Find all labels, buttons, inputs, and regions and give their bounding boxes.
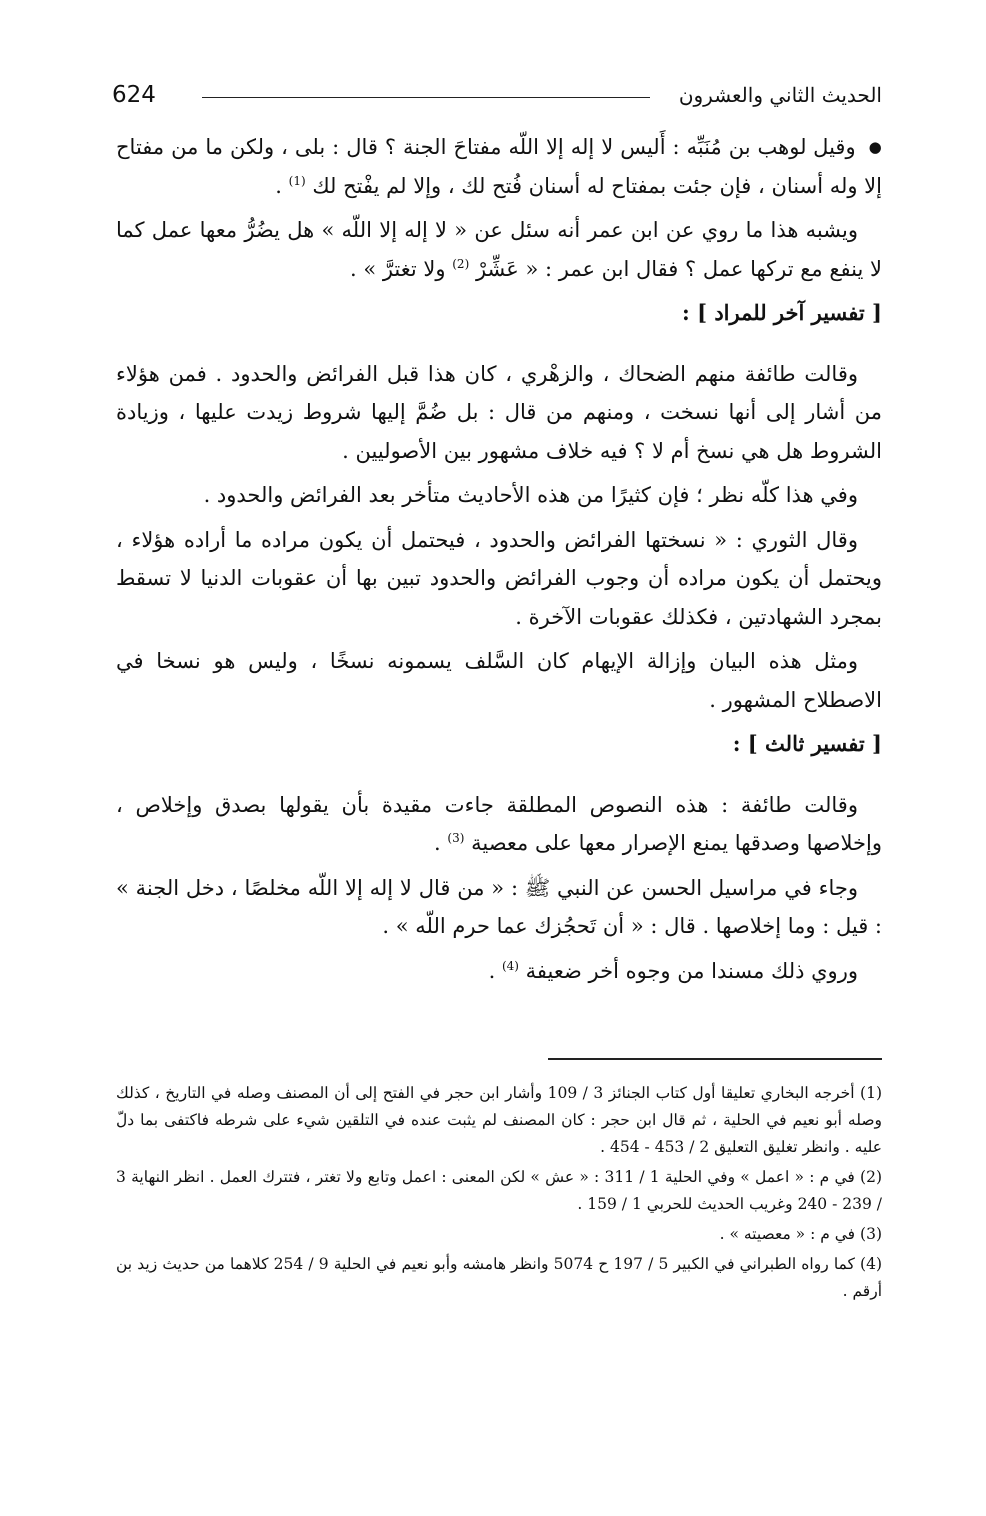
paragraph-wahb: ● وقيل لوهب بن مُنَبِّه : أَليس لا إله إلا اللّه مفتاحَ الجنة ؟ قال : بلى ، ولكن ما من مفتاح إلا وله أسنان ، فإن جئت بمفتاح له أسنان فُتح لك ، وإلا لم يفْتح لك $^{(1)}$ . — [116, 135, 882, 198]
paragraph-objection: وفي هذا كلّه نظر ؛ فإن كثيرًا من هذه الأحاديث متأخر بعد الفرائض والحدود . — [203, 483, 858, 507]
bullet-icon: ● — [868, 138, 882, 156]
paragraph-ibn-umar — [116, 211, 882, 288]
footnote-4: (4) كما رواه الطبراني في الكبير 5 / 197 ح 5074 وانظر هامشه وأبو نعيم في الحلية 9 / 254 كلاهما من حديث زيد بن أرقم . — [116, 1255, 883, 1300]
paragraph-text: وروي ذلك مسندا من وجوه أخر ضعيفة — [525, 958, 858, 983]
paragraph-dahhak: وقالت طائفة منهم الضحاك ، والزهْري ، كان هذا قبل الفرائض والحدود . فمن هؤلاء من أشار إلى أنها نسخت ، ومنهم من قال : بل ضُمَّ إليها شروط زيدت عليها ، وزيادة الشروط هل هي نسخ أم لا ؟ فيه خلاف مشهور بين الأصوليين . — [116, 361, 882, 463]
footnote-ref[interactable]: (1) — [288, 173, 306, 188]
section-heading: [ تفسير آخر للمراد ] : — [682, 300, 882, 325]
footnote-ref[interactable]: (4) — [501, 958, 519, 973]
paragraph-musnad: وروي ذلك مسندا من وجوه أخر ضعيفة $^{(4)}$ . — [488, 958, 858, 983]
paragraph-thawri: وقال الثوري : « نسختها الفرائض والحدود ، فيحتمل أن يكون مراده ما أراده هؤلاء ، ويحتمل أن يكون مراده أن وجوب الفرائض والحدود تبين بها أن عقوبات الدنيا لا تسقط بمجرد الشهادتين ، فكذلك عقوبات الآخرة . — [116, 527, 882, 629]
footnotes — [116, 1080, 882, 1308]
page-header — [112, 80, 882, 114]
paragraph-text: ولا تغترَّ » . — [349, 256, 446, 281]
header-rule — [202, 97, 650, 98]
paragraph-text: وقيل لوهب بن مُنَبِّه : أَليس لا إله إلا اللّه مفتاحَ الجنة ؟ قال : بلى ، ولكن ما من مفتاح إلا وله أسنان ، فإن جئت بمفتاح له أسنان فُتح لك ، وإلا لم يفْتح لك — [116, 135, 882, 198]
footnote-2: (2) في م : « اعمل » وفي الحلية 1 / 311 : « عش » لكن المعنى : اعمل وتابع ولا تغتر ، فتترك العمل . انظر النهاية 3 / 239 - 240 وغريب الحديث للحربي 1 / 159 . — [116, 1168, 883, 1213]
paragraph-taifa: وقالت طائفة : هذه النصوص المطلقة جاءت مقيدة بأن يقولها بصدق وإخلاص ، وإخلاصها وصدقها يمنع الإصرار معها على معصية $^{(3)}$ . — [116, 792, 882, 855]
footnote-ref[interactable]: (2) — [452, 256, 470, 271]
footnote-ref[interactable]: (3) — [447, 831, 465, 845]
paragraph-hasan: وجاء في مراسيل الحسن عن النبي ﷺ : « من قال لا إله إلا اللّه مخلصًا ، دخل الجنة » : قيل : وما إخلاصها . قال : « أن تَحجُزك عما حرم اللّه » . — [116, 875, 882, 938]
page-number: 624 — [112, 82, 156, 108]
body-text — [116, 128, 882, 996]
section-heading: [ تفسير ثالث ] : — [732, 731, 882, 756]
running-title: الحديث الثاني والعشرون — [678, 83, 882, 107]
paragraph-text: وقالت طائفة : هذه النصوص المطلقة جاءت مقيدة بأن يقولها بصدق وإخلاص ، وإخلاصها وصدقها يمنع الإصرار معها على معصية — [116, 792, 882, 855]
paragraph-text: ويشبه هذا ما روي عن ابن عمر أنه سئل عن « لا إله إلا اللّه » هل يضُرُّ معها عمل كما لا ينفع مع تركها عمل ؟ فقال ابن عمر : « عَشِّرْ — [116, 218, 882, 281]
footnote-1: (1) أخرجه البخاري تعليقا أول كتاب الجنائز 3 / 109 وأشار ابن حجر في الفتح إلى أن المصنف وصله في التاريخ ، كذلك وصله أبو نعيم في الحلية ، ثم قال ابن حجر : كان المصنف لم يثبت عنده في التلقين شيء على شرطه فاكتفى بما دلّ عليه . وانظر تغليق التعليق 2 / 453 - 454 . — [116, 1084, 882, 1156]
footnote-rule — [548, 1058, 882, 1060]
paragraph-naskh: ومثل هذه البيان وإزالة الإيهام كان السَّلف يسمونه نسخًا ، وليس هو نسخا في الاصطلاح المشهور . — [116, 649, 882, 712]
footnote-3: (3) في م : « معصيته » . — [719, 1225, 882, 1243]
